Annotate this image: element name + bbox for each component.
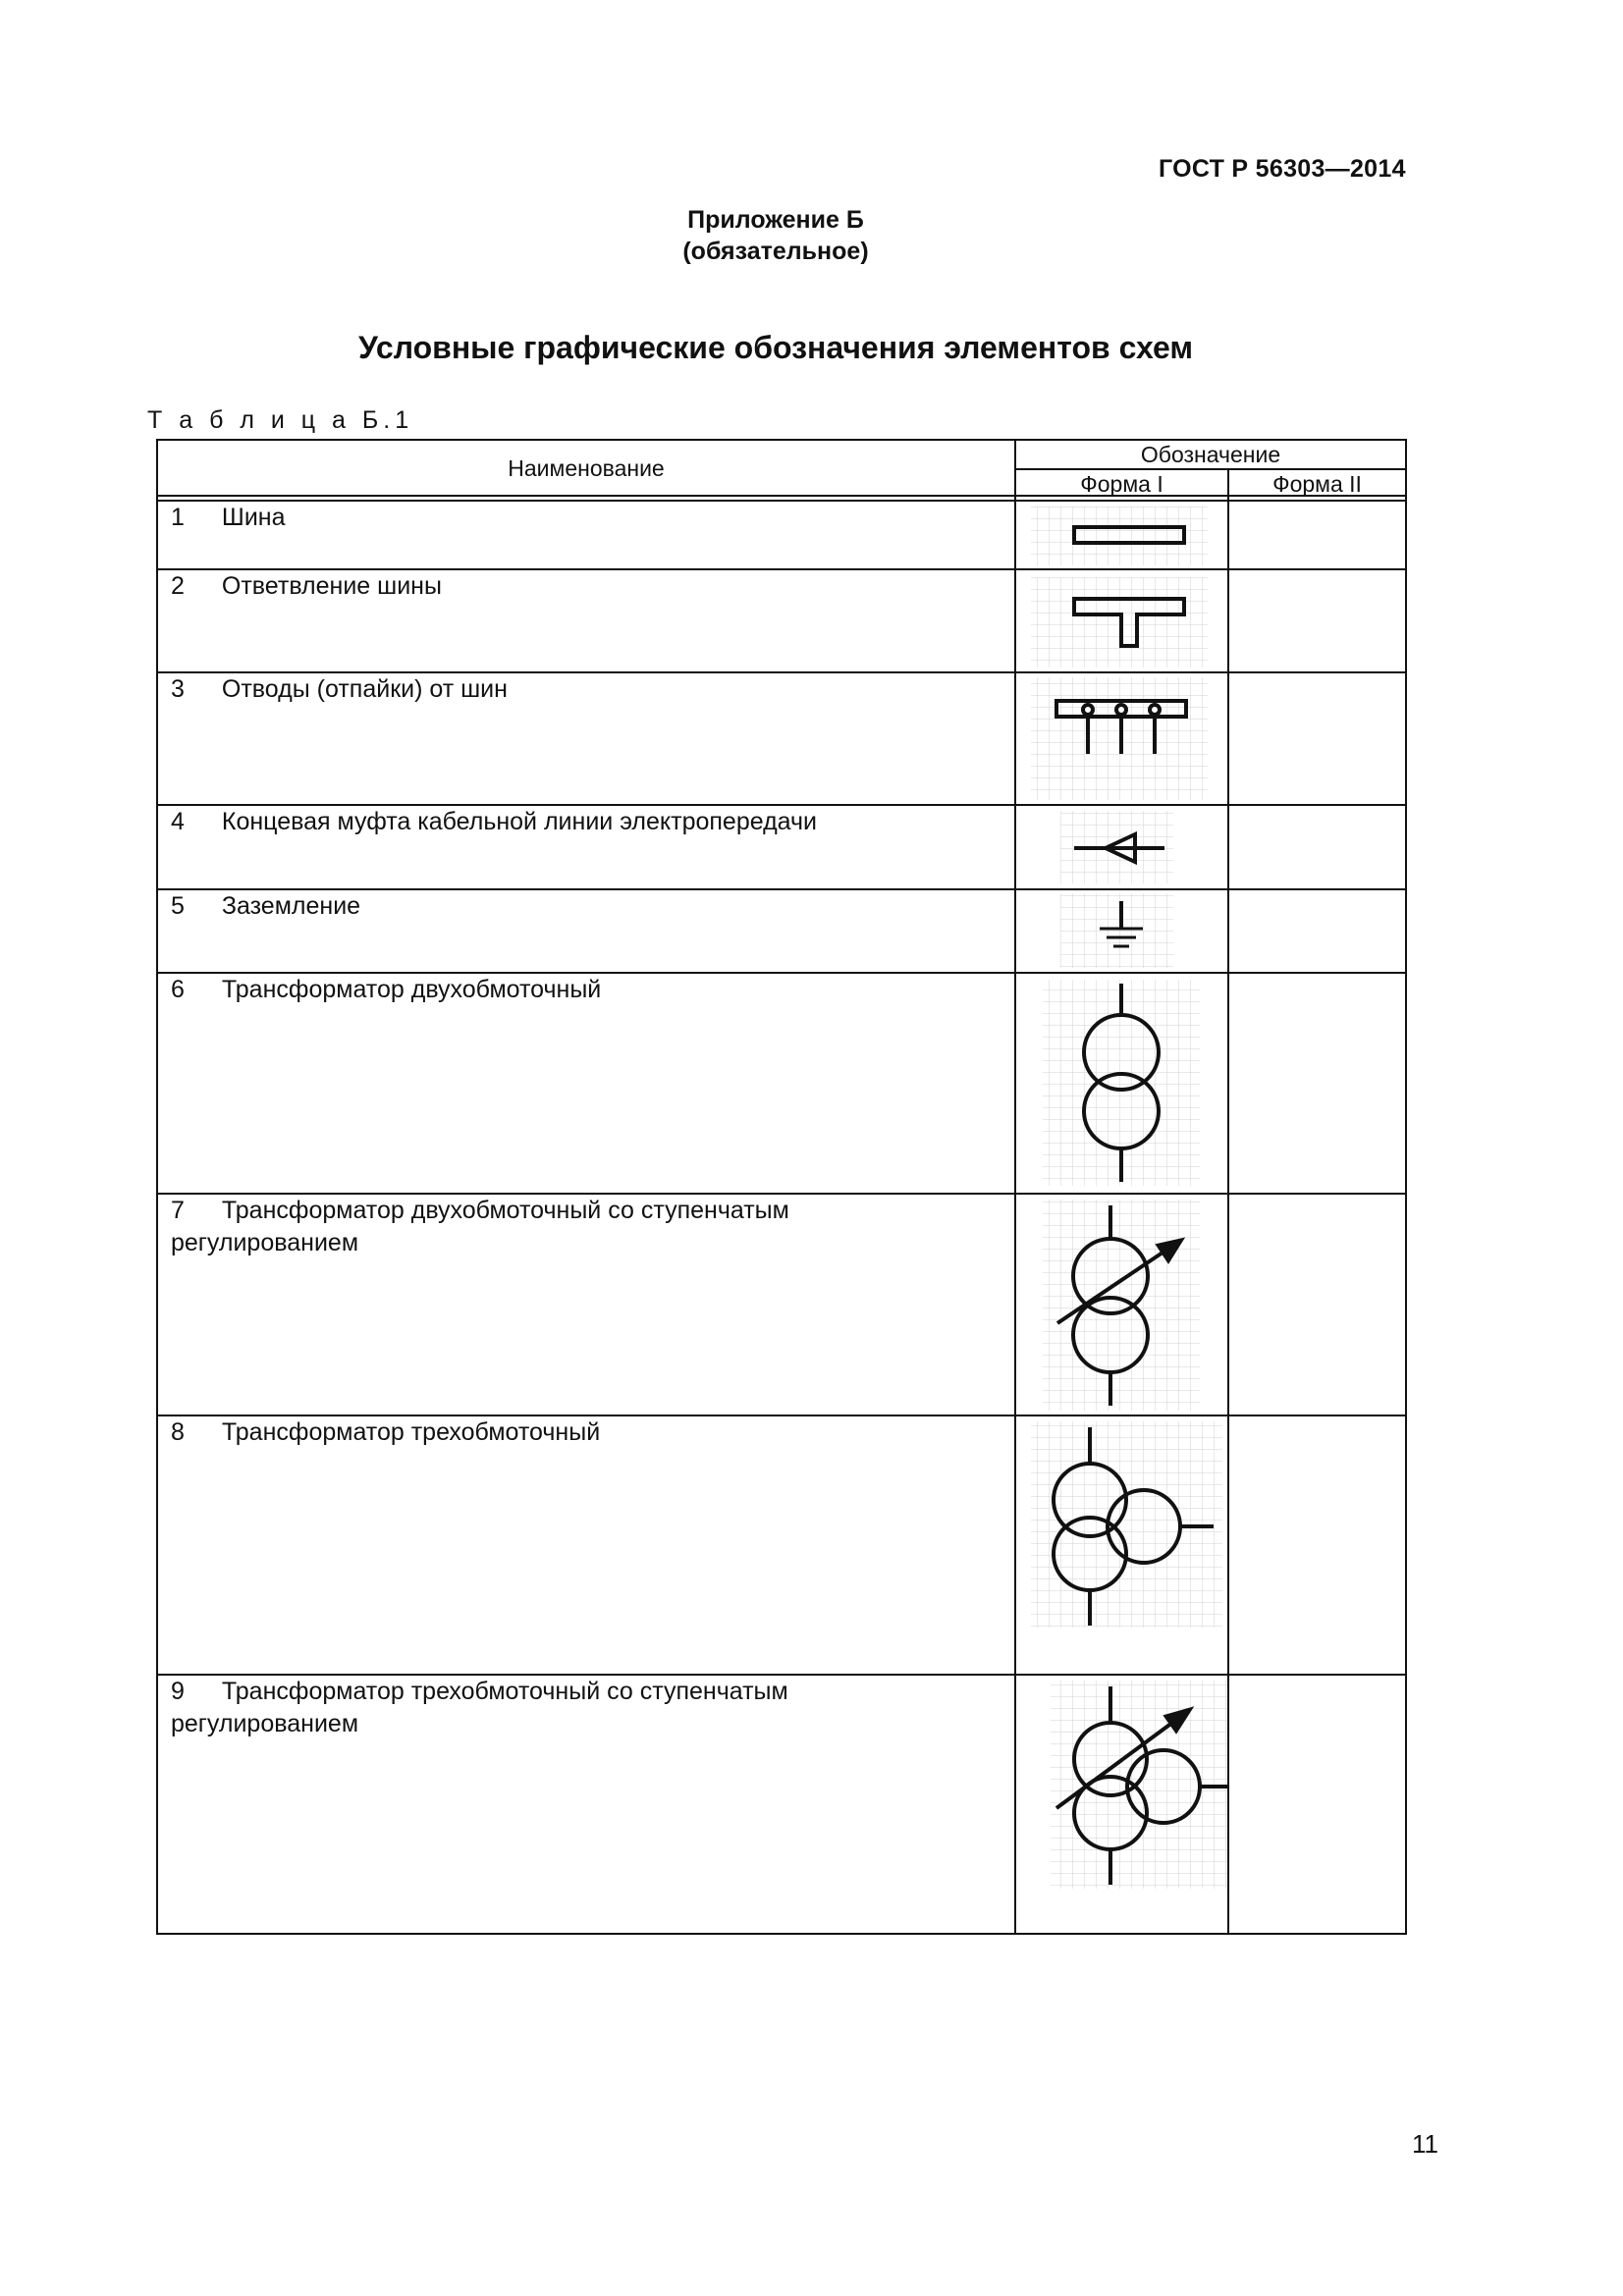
row-name: Трансформатор трехобмоточный [221,1418,601,1446]
row-number: 9 [171,1678,185,1705]
row-number: 1 [171,504,185,531]
row-number: 8 [171,1418,185,1446]
appendix-title: Приложение Б [687,206,864,234]
table-row [171,1676,788,1708]
row-number: 7 [171,1197,185,1224]
table-row [171,890,360,923]
row-name: Трансформатор двухобмоточный [221,976,602,1003]
row-number: 3 [171,675,185,703]
page-number: 11 [1412,2129,1438,2159]
table-row [171,1416,600,1449]
table-row [171,570,442,603]
row-name: Заземление [221,892,361,920]
row-number: 6 [171,976,185,1003]
row-name: Отводы (отпайки) от шин [221,675,508,703]
column-header-form-1: Форма I [1080,471,1163,497]
column-header-name: Наименование [508,455,665,481]
row-name: Концевая муфта кабельной линии электропередачи [221,808,818,835]
row-name: Трансформатор трехобмоточный со ступенчатым [221,1678,788,1705]
table-row [171,806,817,838]
table-row [171,673,508,706]
row-number: 2 [171,572,185,600]
page-title: Условные графические обозначения элементов схем [358,330,1193,365]
row-number: 4 [171,808,185,835]
row-name: Шина [221,504,286,531]
row-number: 5 [171,892,185,920]
symbol-grids [1031,507,1227,1889]
table-label: Т а б л и ц а Б.1 [147,406,414,434]
row-name-continuation: регулированием [171,1710,359,1737]
table-row [171,1195,789,1227]
appendix-note: (обязательное) [682,238,869,265]
row-name-continuation: регулированием [171,1229,359,1256]
column-header-form-2: Форма II [1272,471,1362,497]
document-code: ГОСТ Р 56303—2014 [1159,155,1406,183]
table-row [171,502,286,534]
table-row [171,974,601,1006]
row-name: Ответвление шины [221,572,442,600]
column-header-designation: Обозначение [1140,442,1281,467]
row-name: Трансформатор двухобмоточный со ступенчатым [221,1197,789,1224]
